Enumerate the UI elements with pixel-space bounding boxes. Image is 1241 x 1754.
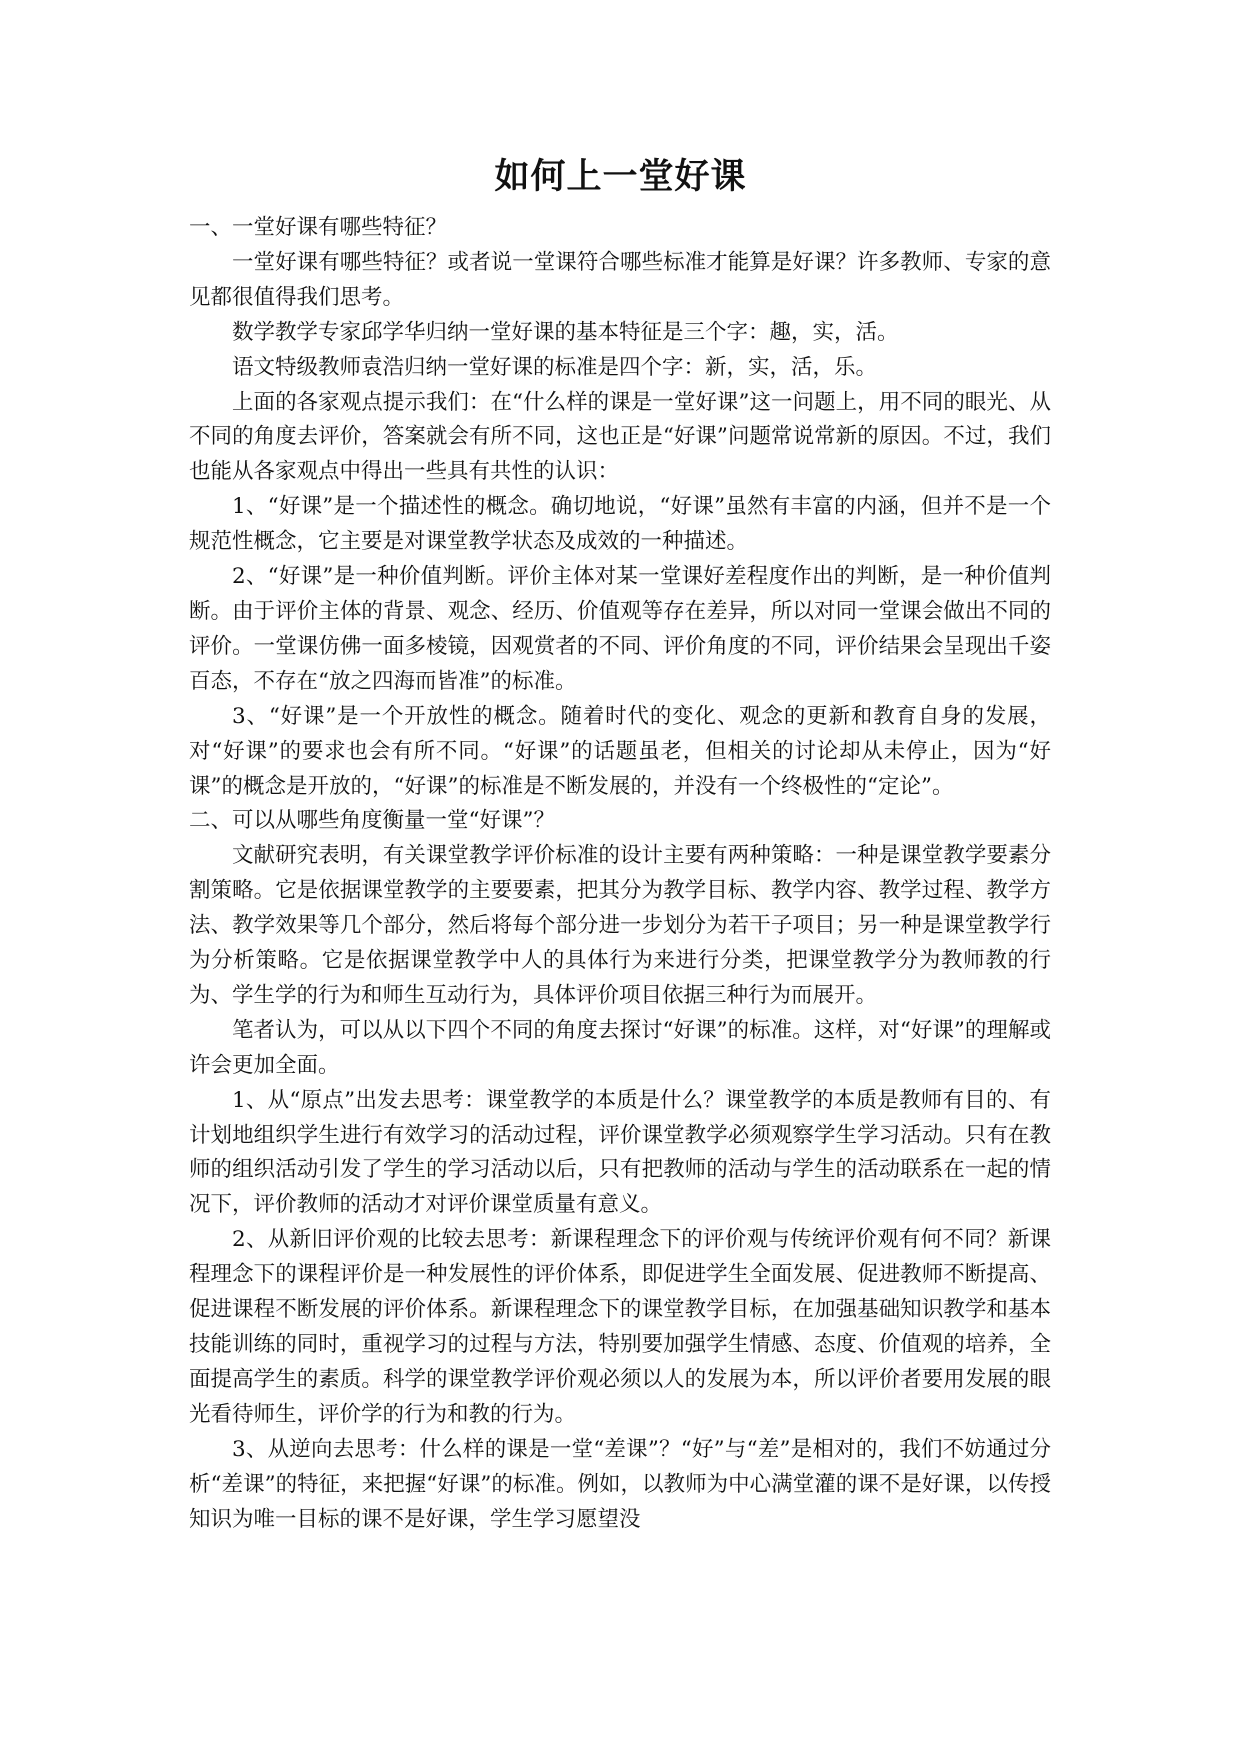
paragraph: 数学教学专家邱学华归纳一堂好课的基本特征是三个字：趣，实，活。: [232, 319, 899, 345]
paragraph: 上面的各家观点提示我们：在“什么样的课是一堂好课”这一问题上，用不同的眼光、从不同的角度去评价，答案就会有所不同，这也正是“好课”问题常说常新的原因。不过，我们也能从各家观点中得出一些具有共性的认识：: [189, 389, 1051, 485]
section-heading: 一、一堂好课有哪些特征？: [189, 215, 448, 240]
document-title: 如何上一堂好课: [494, 156, 747, 197]
paragraph: 1、“好课”是一个描述性的概念。确切地说，“好课”虽然有丰富的内涵，但并不是一个规范性概念，它主要是对课堂教学状态及成效的一种描述。: [189, 494, 1051, 555]
paragraph: 3、从逆向去思考：什么样的课是一堂“差课”？“好”与“差”是相对的，我们不妨通过分析“差课”的特征，来把握“好课”的标准。例如，以教师为中心满堂灌的课不是好课，以传授知识为唯一目标的课不是好课，学生学习愿望没: [189, 1436, 1051, 1532]
paragraph: 一堂好课有哪些特征？或者说一堂课符合哪些标准才能算是好课？许多教师、专家的意见都很值得我们思考。: [189, 249, 1051, 310]
paragraph: 2、从新旧评价观的比较去思考：新课程理念下的评价观与传统评价观有何不同？新课程理念下的课程评价是一种发展性的评价体系，即促进学生全面发展、促进教师不断提高、促进课程不断发展的评价体系。新课程理念下的课堂教学目标，在加强基础知识教学和基本技能训练的同时，重视学习的过程与方法，特别要加强学生情感、态度、价值观的培养，全面提高学生的素质。科学的课堂教学评价观必须以人的发展为本，所以评价者要用发展的眼光看待师生，评价学的行为和教的行为。: [189, 1227, 1051, 1427]
document-body: [189, 211, 1051, 1537]
paragraph: 3、“好课”是一个开放性的概念。随着时代的变化、观念的更新和教育自身的发展，对“好课”的要求也会有所不同。“好课”的话题虽老，但相关的讨论却从未停止，因为“好课”的概念是开放的，“好课”的标准是不断发展的，并没有一个终极性的“定论”。: [189, 703, 1051, 799]
paragraph: 语文特级教师袁浩归纳一堂好课的标准是四个字：新，实，活，乐。: [232, 354, 878, 380]
paragraph: 1、从“原点”出发去思考：课堂教学的本质是什么？课堂教学的本质是教师有目的、有计划地组织学生进行有效学习的活动过程，评价课堂教学必须观察学生学习活动。只有在教师的组织活动引发了学生的学习活动以后，只有把教师的活动与学生的活动联系在一起的情况下，评价教师的活动才对评价课堂质量有意义。: [189, 1087, 1051, 1218]
section-heading: 二、可以从哪些角度衡量一堂“好课”？: [189, 808, 555, 834]
paragraph: 笔者认为，可以从以下四个不同的角度去探讨“好课”的标准。这样，对“好课”的理解或许会更加全面。: [189, 1017, 1051, 1078]
paragraph: 文献研究表明，有关课堂教学评价标准的设计主要有两种策略：一种是课堂教学要素分割策略。它是依据课堂教学的主要要素，把其分为教学目标、教学内容、教学过程、教学方法、教学效果等几个部分，然后将每个部分进一步划分为若干子项目；另一种是课堂教学行为分析策略。它是依据课堂教学中人的具体行为来进行分类，把课堂教学分为教师教的行为、学生学的行为和师生互动行为，具体评价项目依据三种行为而展开。: [189, 843, 1051, 1008]
paragraph: 2、“好课”是一种价值判断。评价主体对某一堂课好差程度作出的判断，是一种价值判断。由于评价主体的背景、观念、经历、价值观等存在差异，所以对同一堂课会做出不同的评价。一堂课仿佛一面多棱镜，因观赏者的不同、评价角度的不同，评价结果会呈现出千姿百态，不存在“放之四海而皆准”的标准。: [189, 564, 1051, 694]
